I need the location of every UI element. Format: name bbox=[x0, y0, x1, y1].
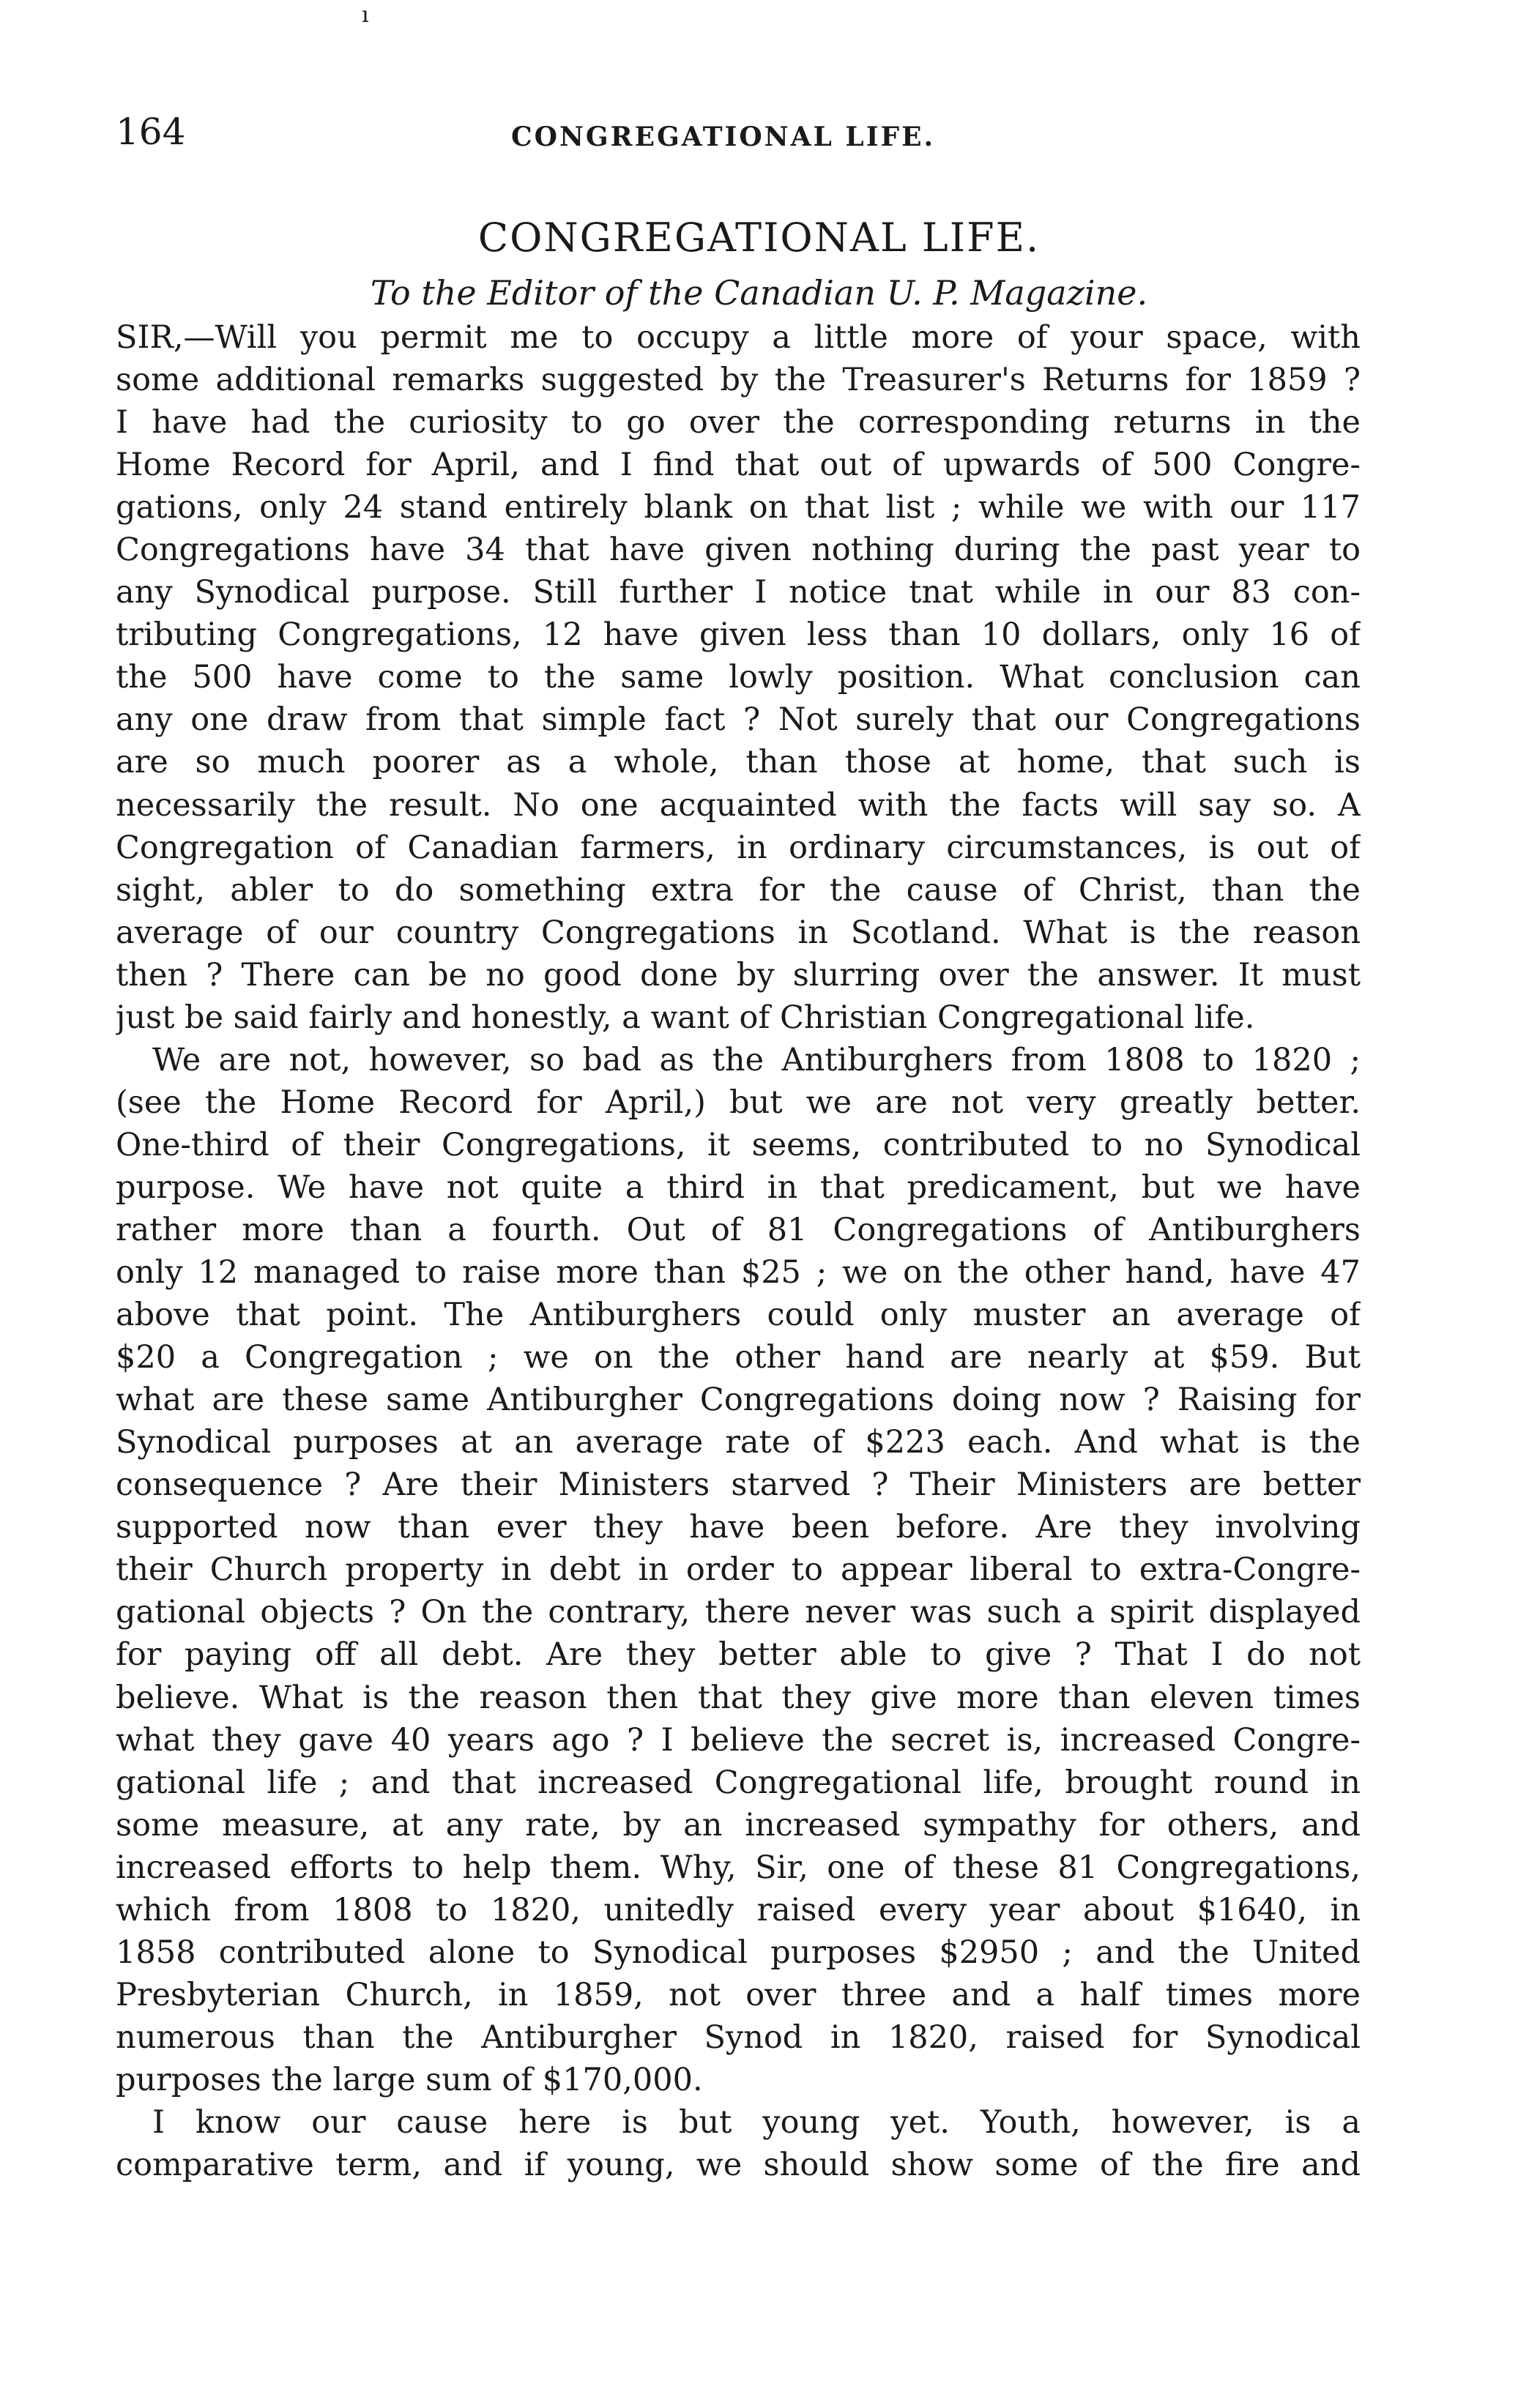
text-line: any one draw from that simple fact ? Not surely that our Congregations bbox=[116, 701, 1361, 739]
text-line: some additional remarks suggested by the Treasurer's Returns for 1859 ? bbox=[116, 362, 1361, 399]
page-number: 164 bbox=[116, 111, 186, 153]
text-line: are so much poorer as a whole, than those at home, that such is bbox=[116, 744, 1361, 781]
text-line: consequence ? Are their Ministers starved ? Their Ministers are better bbox=[116, 1466, 1361, 1504]
text-line: Congregations have 34 that have given nothing during the past year to bbox=[116, 532, 1361, 569]
text-line: believe. What is the reason then that they give more than eleven times bbox=[116, 1679, 1361, 1716]
text-line: gational objects ? On the contrary, there never was such a spirit displayed bbox=[116, 1594, 1361, 1631]
text-line: comparative term, and if young, we should show some of the fire and bbox=[116, 2147, 1361, 2184]
paragraph-3 bbox=[116, 2101, 1361, 2186]
text-line: increased efforts to help them. Why, Sir, one of these 81 Congregations, bbox=[116, 1849, 1361, 1886]
text-line: their Church property in debt in order to appear liberal to extra-Congre- bbox=[116, 1551, 1361, 1589]
text-line: gations, only 24 stand entirely blank on that list ; while we with our 117 bbox=[116, 489, 1361, 526]
text-line: Synodical purposes at an average rate of $223 each. And what is the bbox=[116, 1424, 1361, 1461]
text-line: necessarily the result. No one acquainted with the facts will say so. A bbox=[116, 786, 1361, 824]
text-line: what they gave 40 years ago ? I believe the secret is, increased Congre- bbox=[116, 1721, 1361, 1759]
text-line: Presbyterian Church, in 1859, not over three and a half times more bbox=[116, 1976, 1361, 2013]
text-line: purposes the large sum of $170,000. bbox=[116, 2061, 703, 2098]
text-line: $20 a Congregation ; we on the other hand are nearly at $59. But bbox=[116, 1339, 1361, 1376]
text-line: 1858 contributed alone to Synodical purposes $2950 ; and the United bbox=[116, 1934, 1361, 1971]
text-line: above that point. The Antiburghers could only muster an average of bbox=[116, 1297, 1361, 1334]
text-line: I have had the curiosity to go over the corresponding returns in the bbox=[116, 404, 1361, 441]
text-line: supported now than ever they have been before. Are they involving bbox=[116, 1509, 1361, 1546]
text-line: average of our country Congregations in Scotland. What is the reason bbox=[116, 914, 1361, 951]
text-line: just be said fairly and honestly, a want of Christian Congregational life. bbox=[116, 999, 1255, 1036]
text-line: numerous than the Antiburgher Synod in 1820, raised for Synodical bbox=[116, 2019, 1361, 2056]
text-line: purpose. We have not quite a third in that predicament, but we have bbox=[116, 1168, 1361, 1206]
text-line: some measure, at any rate, by an increased sympathy for others, and bbox=[116, 1806, 1361, 1844]
text-line: only 12 managed to raise more than $25 ; we on the other hand, have 47 bbox=[116, 1254, 1361, 1291]
text-line: I know our cause here is but young yet. Youth, however, is a bbox=[152, 2103, 1361, 2141]
salutation: To the Editor of the Canadian U. P. Magazine. bbox=[370, 273, 1148, 313]
text-line: gational life ; and that increased Congregational life, brought round in bbox=[116, 1764, 1361, 1801]
text-line: (see the Home Record for April,) but we are not very greatly better. bbox=[116, 1084, 1361, 1121]
text-line: any Synodical purpose. Still further I notice tnat while in our 83 con- bbox=[116, 574, 1361, 611]
stray-mark: ı bbox=[362, 2, 369, 28]
running-head bbox=[116, 110, 1361, 161]
text-line: rather more than a fourth. Out of 81 Congregations of Antiburghers bbox=[116, 1211, 1361, 1248]
text-line: the 500 have come to the same lowly position. What conclusion can bbox=[116, 659, 1361, 696]
text-line: then ? There can be no good done by slurring over the answer. It must bbox=[116, 956, 1361, 994]
paragraph-2 bbox=[116, 1039, 1361, 2101]
text-line: SIR,—Will you permit me to occupy a little more of your space, with bbox=[116, 319, 1361, 356]
article-body bbox=[116, 316, 1361, 2186]
paragraph-1 bbox=[116, 316, 1361, 1039]
running-title: CONGREGATIONAL LIFE. bbox=[511, 122, 936, 152]
article-title: CONGREGATIONAL LIFE. bbox=[477, 215, 1041, 261]
text-line: what are these same Antiburgher Congregations doing now ? Raising for bbox=[116, 1382, 1361, 1419]
text-line: for paying off all debt. Are they better able to give ? That I do not bbox=[116, 1636, 1361, 1674]
text-line: Congregation of Canadian farmers, in ordinary circumstances, is out of bbox=[116, 829, 1361, 866]
text-line: sight, abler to do something extra for the cause of Christ, than the bbox=[116, 871, 1361, 909]
text-line: tributing Congregations, 12 have given less than 10 dollars, only 16 of bbox=[116, 616, 1361, 654]
text-line: We are not, however, so bad as the Antiburghers from 1808 to 1820 ; bbox=[152, 1041, 1361, 1078]
text-line: Home Record for April, and I find that out of upwards of 500 Congre- bbox=[116, 447, 1361, 484]
text-line: which from 1808 to 1820, unitedly raised every year about $1640, in bbox=[116, 1891, 1361, 1928]
text-line: One-third of their Congregations, it seems, contributed to no Synodical bbox=[116, 1126, 1361, 1163]
